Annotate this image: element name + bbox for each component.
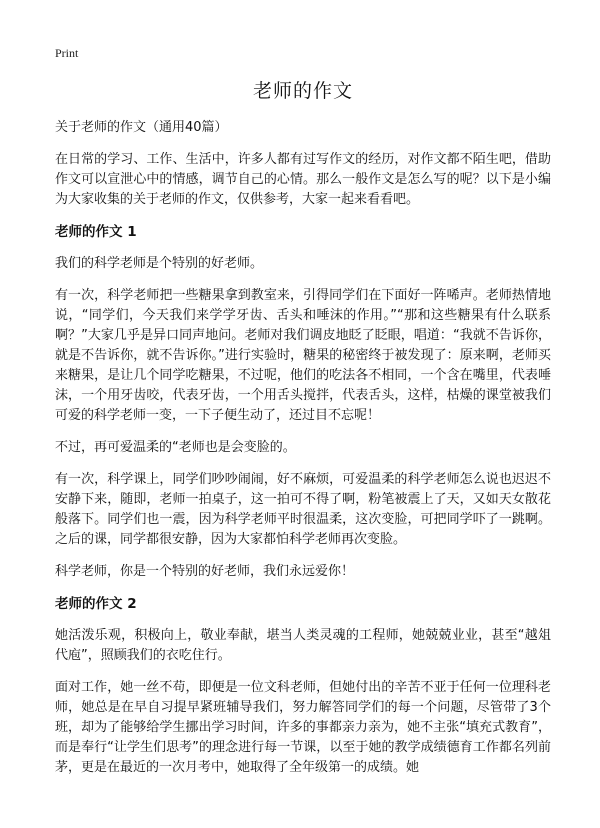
print-link[interactable]: Print bbox=[55, 46, 79, 60]
document-title: 老师的作文 bbox=[252, 80, 353, 102]
section-paragraph: 面对工作，她一丝不苟，即便是一位文科老师，但她付出的辛苦不亚于任何一位理科老师，她总是在早自习提早紧班辅导我们，努力解答同学们的每一个问题，尽管带了3个班，却为了能够给学生挪出学习时间，许多的事都亲力亲为，她不主张“填充式教育”，而是奉行“让学生们思考”的理念进行每一节课，以至于她的教学成绩德育工作都名列前茅，更是在最近的一次月考中，她取得了全年级第一的成绩。她 bbox=[55, 680, 551, 775]
section-paragraph: 不过，再可爱温柔的“老师也是会变脸的。 bbox=[55, 440, 296, 455]
section-paragraph: 科学老师，你是一个特别的好老师，我们永远爱你！ bbox=[55, 564, 355, 579]
section-paragraph: 有一次，科学老师把一些糖果拿到教室来，引得同学们在下面好一阵唏声。老师热情地说，“同学们，今天我们来学学牙齿、舌头和唾沫的作用。”“那和这些糖果有什么联系啊？”大家几乎是异口同声地问。老师对我们调皮地眨了眨眼，唱道：“我就不告诉你，就是不告诉你，就不告诉你。”进行实验时，糖果的秘密终于被发现了：原来啊，老师买来糖果，是让几个同学吃糖果，不过呢，他们的吃法各不相同，一个含在嘴里，代表唾沫，一个用牙齿咬，代表牙齿，一个用舌头搅拌，代表舌头，这样，枯燥的课堂被我们可爱的科学老师一变，一下子便生动了，还过目不忘呢！ bbox=[55, 288, 551, 423]
section-heading: 老师的作文 1 bbox=[55, 224, 137, 240]
intro-paragraph: 在日常的学习、工作、生活中，许多人都有过写作文的经历，对作文都不陌生吧，借助作文可以宣泄心中的情感，调节自己的心情。那么一般作文是怎么写的呢？以下是小编为大家收集的关于老师的作文，仅供参考，大家一起来看看吧。 bbox=[55, 152, 551, 207]
section-paragraph: 她活泼乐观，积极向上，敬业奉献，堪当人类灵魂的工程师，她兢兢业业，甚至“越俎代庖”，照顾我们的衣吃住行。 bbox=[55, 628, 551, 663]
document-subtitle: 关于老师的作文（通用40篇） bbox=[55, 120, 228, 135]
section-paragraph: 我们的科学老师是个特别的好老师。 bbox=[55, 256, 264, 271]
section-heading: 老师的作文 2 bbox=[55, 596, 137, 612]
section-paragraph: 有一次，科学课上，同学们吵吵闹闹，好不麻烦，可爱温柔的科学老师怎么说也迟迟不安静下来，随即，老师一拍桌子，这一拍可不得了啊，粉笔被震上了天，又如天女散花般落下。同学们也一震，因为科学老师平时很温柔，这次变脸，可把同学吓了一跳啊。之后的课，同学都很安静，因为大家都怕科学老师再次变脸。 bbox=[55, 472, 551, 547]
document-page bbox=[55, 78, 551, 790]
